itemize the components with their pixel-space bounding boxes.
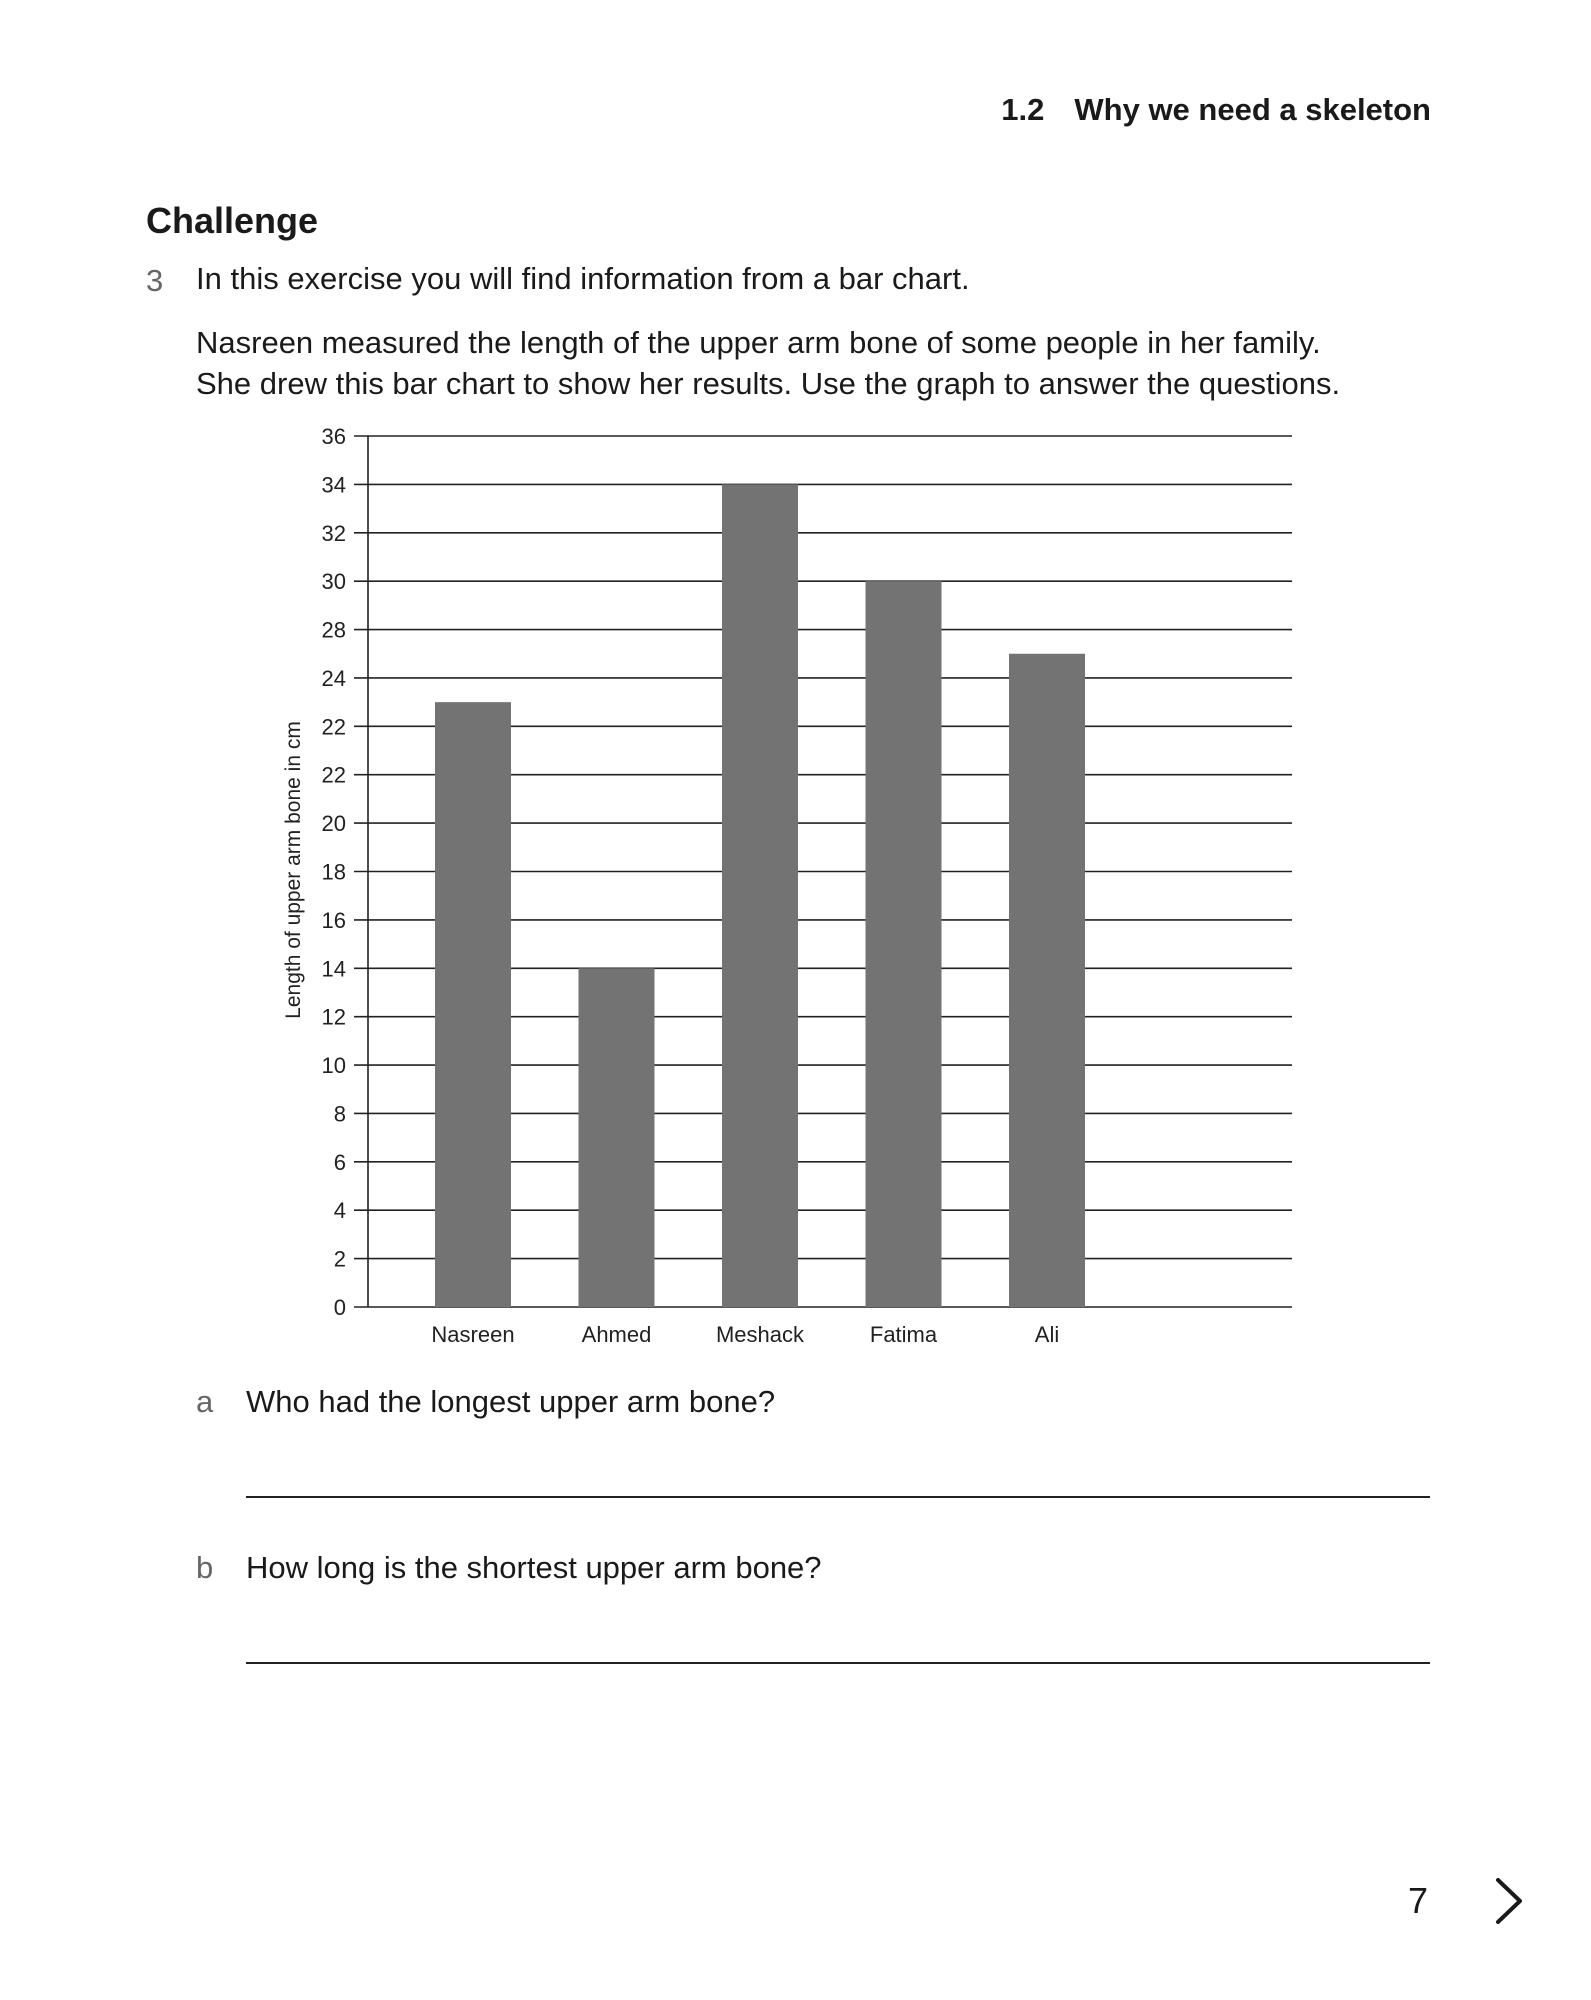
y-tick-label: 8 <box>333 1101 346 1127</box>
sub-question-text: Who had the longest upper arm bone? <box>246 1384 776 1419</box>
y-tick-label: 24 <box>321 665 346 691</box>
bar <box>1009 654 1085 1307</box>
chevron-right-icon[interactable] <box>1492 1876 1526 1926</box>
y-tick-label: 22 <box>321 714 346 740</box>
bar <box>435 702 511 1307</box>
y-tick-label: 6 <box>333 1149 346 1175</box>
y-tick-label: 34 <box>321 472 346 498</box>
sub-question-letter: b <box>196 1550 214 1585</box>
x-category-label: Ali <box>1034 1322 1060 1347</box>
y-tick-label: 30 <box>321 569 346 595</box>
question-number: 3 <box>146 263 164 298</box>
section-title: Why we need a skeleton <box>1074 92 1431 127</box>
y-tick-label: 28 <box>321 617 346 643</box>
sub-question-letter: a <box>196 1384 214 1419</box>
y-tick-label: 0 <box>333 1295 346 1320</box>
x-category-label: Ahmed <box>581 1322 652 1347</box>
y-tick-label: 4 <box>333 1198 346 1224</box>
y-tick-label: 36 <box>321 424 346 449</box>
intro-line-1: Nasreen measured the length of the upper arm bone of some people in her family. <box>196 325 1321 360</box>
intro-line-2: She drew this bar chart to show her results. Use the graph to answer the questions. <box>196 366 1341 401</box>
y-axis-title: Length of upper arm bone in cm <box>282 721 305 1019</box>
section-number: 1.2 <box>1001 92 1045 127</box>
challenge-heading: Challenge <box>146 200 319 241</box>
y-tick-label: 14 <box>321 956 346 982</box>
y-tick-label: 22 <box>321 762 346 788</box>
y-tick-label: 2 <box>333 1246 346 1272</box>
answer-line-b[interactable] <box>246 1662 1430 1664</box>
y-tick-label: 10 <box>321 1053 346 1079</box>
bar <box>579 968 655 1307</box>
bar <box>866 581 942 1307</box>
x-category-label: Meshack <box>715 1322 805 1347</box>
question-text: In this exercise you will find information from a bar chart. <box>196 261 970 296</box>
x-category-label: Nasreen <box>431 1322 515 1347</box>
y-tick-label: 16 <box>321 907 346 933</box>
sub-question-text: How long is the shortest upper arm bone? <box>246 1550 822 1585</box>
y-tick-label: 18 <box>321 859 346 885</box>
y-tick-label: 32 <box>321 520 346 546</box>
x-category-label: Fatima <box>869 1322 938 1347</box>
bar <box>722 484 798 1307</box>
y-tick-label: 12 <box>321 1004 346 1030</box>
page-number: 7 <box>1408 1880 1429 1921</box>
y-tick-label: 20 <box>321 811 346 837</box>
answer-line-a[interactable] <box>246 1496 1430 1498</box>
